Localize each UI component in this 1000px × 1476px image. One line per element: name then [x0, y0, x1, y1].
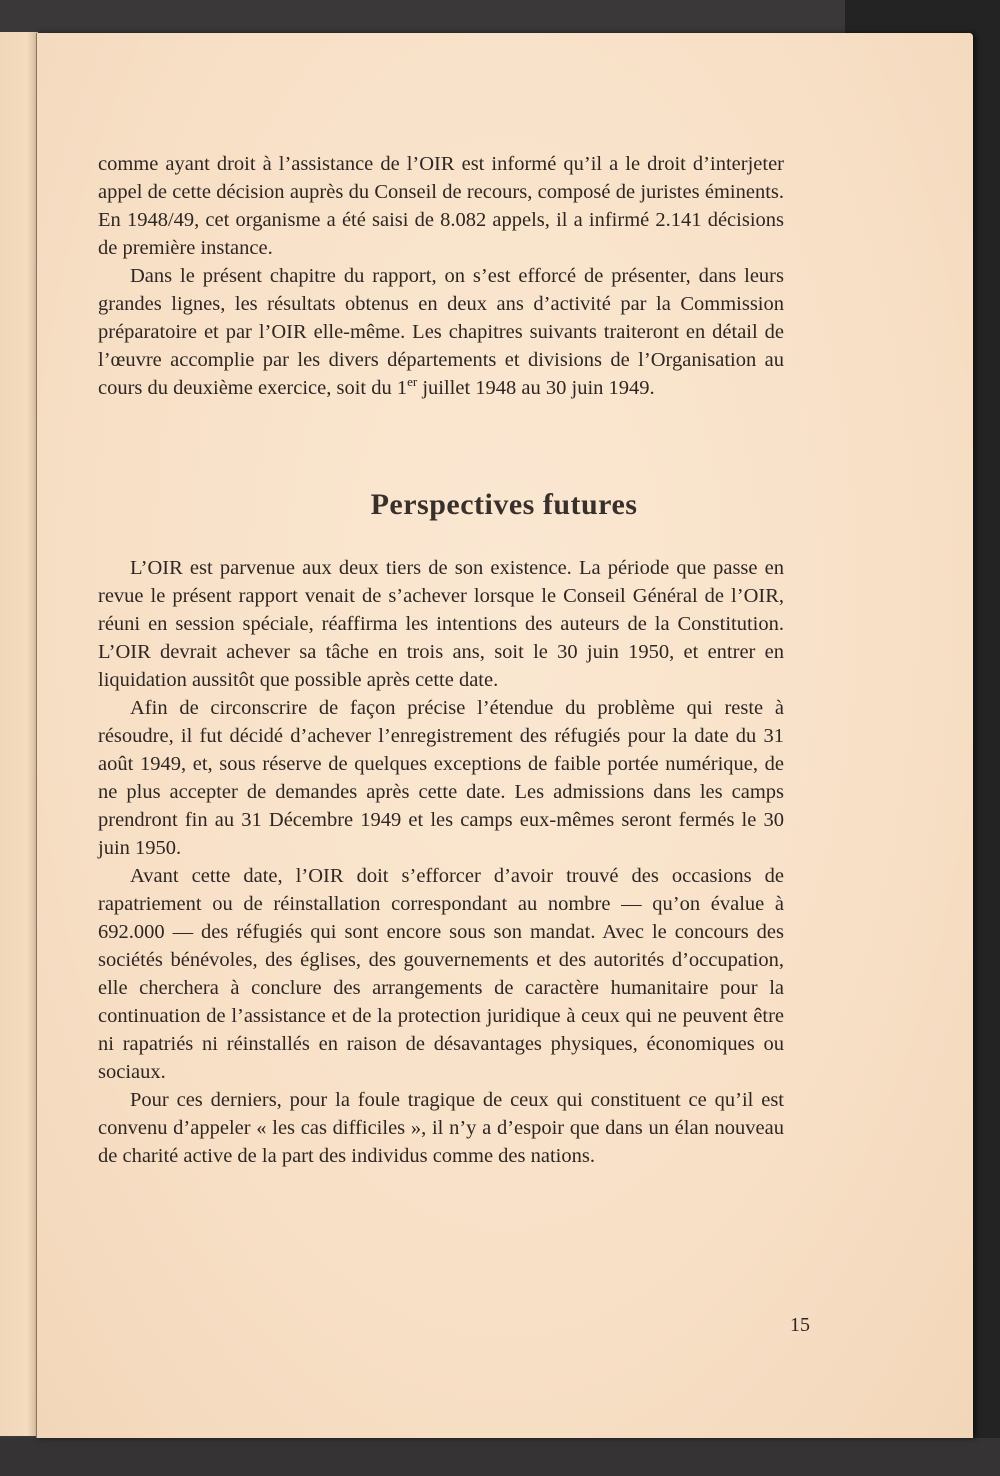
page-number: 15: [790, 1314, 810, 1336]
previous-page-edge: [0, 32, 38, 1436]
paragraph-registration: Afin de circonscrire de façon précise l’étendue du problème qui reste à résoudre, il fut décidé d’achever l’enregistrement des réfugiés pour la date du 31 août 1949, et, sous réserve de quelques exceptions de faible portée numérique, de ne plus accepter de demandes après cette date. Les admissions dans les camps prendront fin au 31 Décembre 1949 et les camps eux-mêmes seront fermés le 30 juin 1950.: [98, 697, 784, 859]
bottom-section: [98, 554, 784, 1170]
paragraph-text-end: juillet 1948 au 30 juin 1949.: [417, 377, 655, 399]
top-section: [98, 150, 784, 402]
paragraph-hard-cases: Pour ces derniers, pour la foule tragique de ceux qui constituent ce qu’il est convenu d’appeler « les cas difficiles », il n’y a d’espoir que dans un élan nouveau de charité active de la part des individus comme des nations.: [98, 1089, 784, 1167]
paragraph-before-date: Avant cette date, l’OIR doit s’efforcer d’avoir trouvé des occasions de rapatriement ou de réinstallation correspondant au nombre — qu’on évalue à 692.000 — des réfugiés qui sont encore sous son mandat. Avec le concours des sociétés bénévoles, des églises, des gouvernements et des autorités d’occupation, elle cherchera à conclure des arrangements de caractère humanitaire pour la continuation de l’assistance et de la protection juridique à ceux qui ne peuvent être ni rapatriés ni réinstallés en raison de désavantages physiques, économiques ou sociaux.: [98, 865, 784, 1083]
paragraph-chapter-summary: [98, 262, 784, 402]
superscript-er: er: [407, 374, 418, 390]
paragraph-text: Dans le présent chapitre du rapport, on s’est efforcé de présenter, dans leurs grandes lignes, les résultats obtenus en deux ans d’activité par la Commission préparatoire et par l’OIR elle-même. Les chapitres suivants traiteront en détail de l’œuvre accomplie par les divers départements et divisions de l’Organisation au cours du deuxième exercice, soit du 1: [98, 265, 784, 399]
paragraph-continuation: comme ayant droit à l’assistance de l’OIR est informé qu’il a le droit d’interjeter appel de cette décision auprès du Conseil de recours, composé de juristes éminents. En 1948/49, cet organisme a été saisi de 8.082 appels, il a infirmé 2.141 décisions de première instance.: [98, 153, 784, 259]
scanner-background-bottom: [0, 1438, 1000, 1476]
paragraph-existence: L’OIR est parvenue aux deux tiers de son existence. La période que passe en revue le présent rapport venait de s’achever lorsque le Conseil Général de l’OIR, réuni en session spéciale, réaffirma les intentions des auteurs de la Constitution. L’OIR devrait achever sa tâche en trois ans, soit le 30 juin 1950, et entrer en liquidation aussitôt que possible après cette date.: [98, 557, 784, 691]
section-heading: Perspectives futures: [370, 488, 638, 521]
